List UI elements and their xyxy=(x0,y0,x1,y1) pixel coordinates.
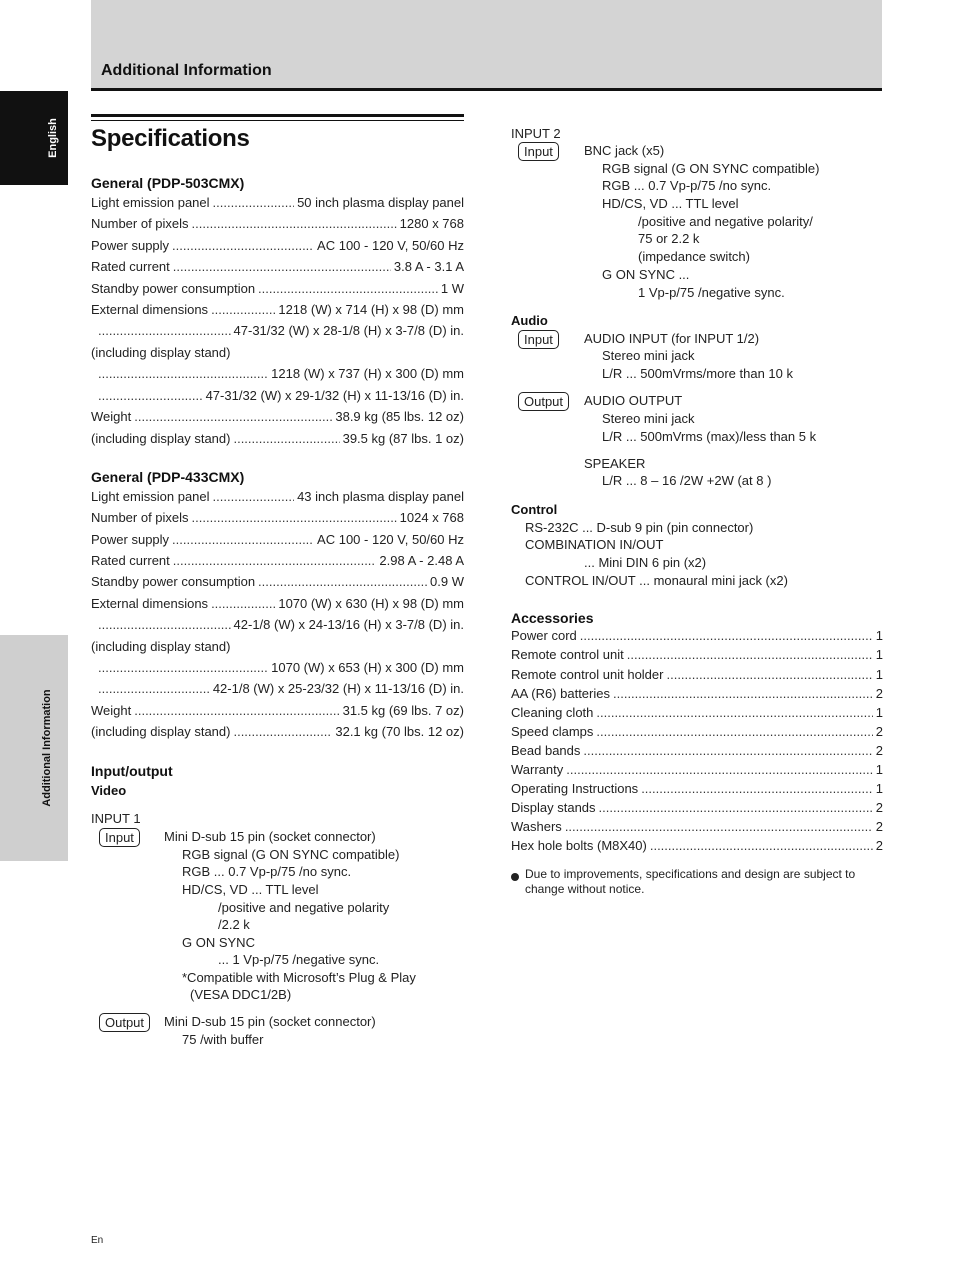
spec-row xyxy=(91,281,464,297)
accessory-label: Power cord xyxy=(511,628,577,643)
input2-line: 75 or 2.2 k xyxy=(638,231,700,246)
spec-row xyxy=(95,660,464,676)
page-title: Specifications xyxy=(91,125,250,152)
audio-input-line: L/R ... 500mVrms/more than 10 k xyxy=(602,366,793,381)
accessory-row xyxy=(511,647,883,663)
general-503-heading: General (PDP-503CMX) xyxy=(91,175,245,191)
spec-row xyxy=(91,431,464,447)
spec-row xyxy=(91,532,464,548)
spec-value: 3.8 A - 3.1 A xyxy=(393,259,464,274)
control-line: COMBINATION IN/OUT xyxy=(525,537,664,552)
spec-row xyxy=(95,388,464,404)
input1-line: *Compatible with Microsoft’s Plug & Play xyxy=(182,970,416,985)
input2-line: (impedance switch) xyxy=(638,249,750,264)
spec-value: 42-1/8 (W) x 24-13/16 (H) x 3-7/8 (D) in. xyxy=(233,617,464,632)
accessory-qty: 1 xyxy=(875,647,883,662)
spec-label: External dimensions xyxy=(91,596,209,611)
accessory-label: Operating Instructions xyxy=(511,781,639,796)
control-heading: Control xyxy=(511,502,558,517)
control-line: RS-232C ... D-sub 9 pin (pin connector) xyxy=(525,520,754,535)
input2-line: 1 Vp-p/75 /negative sync. xyxy=(638,285,785,300)
spec-row xyxy=(95,617,464,633)
spec-value: 42-1/8 (W) x 25-23/32 (H) x 11-13/16 (D) in. xyxy=(212,681,464,696)
accessory-row xyxy=(511,762,883,778)
accessory-label: Washers xyxy=(511,819,562,834)
accessory-qty: 2 xyxy=(875,686,883,701)
output-badge: Output xyxy=(99,1013,150,1032)
audio-input-line: Stereo mini jack xyxy=(602,348,695,363)
spec-row xyxy=(91,259,464,275)
accessory-row xyxy=(511,781,883,797)
spec-value: 1280 x 768 xyxy=(399,216,464,231)
spec-row xyxy=(91,409,464,425)
spec-row xyxy=(91,510,464,526)
input2-line: RGB ... 0.7 Vp-p/75 /no sync. xyxy=(602,178,772,193)
spec-row xyxy=(91,724,464,740)
input2-line: G ON SYNC ... xyxy=(602,267,690,282)
spec-value: AC 100 - 120 V, 50/60 Hz xyxy=(317,532,464,547)
spec-label: (including display stand) xyxy=(91,431,231,446)
spec-value: 1070 (W) x 630 (H) x 98 (D) mm xyxy=(278,596,464,611)
spec-label: (including display stand) xyxy=(91,724,231,739)
spec-label: Weight xyxy=(91,409,132,424)
spec-value: 1070 (W) x 653 (H) x 300 (D) mm xyxy=(271,660,464,675)
spec-value: 2.98 A - 2.48 A xyxy=(379,553,464,568)
accessory-label: Display stands xyxy=(511,800,596,815)
accessory-row xyxy=(511,743,883,759)
accessory-label: Warranty xyxy=(511,762,564,777)
accessory-qty: 1 xyxy=(875,762,883,777)
spec-value: 1218 (W) x 714 (H) x 98 (D) mm xyxy=(278,302,464,317)
spec-value: 0.9 W xyxy=(430,574,464,589)
spec-value: 47-31/32 (W) x 28-1/8 (H) x 3-7/8 (D) in. xyxy=(233,323,464,338)
spec-value: 1218 (W) x 737 (H) x 300 (D) mm xyxy=(271,366,464,381)
accessory-row xyxy=(511,819,883,835)
input1-line: ... 1 Vp-p/75 /negative sync. xyxy=(218,952,380,967)
spec-value: 31.5 kg (69 lbs. 7 oz) xyxy=(342,703,464,718)
audio-output-title: AUDIO OUTPUT xyxy=(584,393,683,408)
spec-note: (including display stand) xyxy=(91,639,231,654)
input2-line: RGB signal (G ON SYNC compatible) xyxy=(602,161,820,176)
control-line: CONTROL IN/OUT ... monaural mini jack (x2) xyxy=(525,573,788,588)
control-line: ... Mini DIN 6 pin (x2) xyxy=(584,555,707,570)
accessories-heading: Accessories xyxy=(511,610,594,626)
input-badge: Input xyxy=(99,828,140,847)
input2-label: INPUT 2 xyxy=(511,126,561,141)
spec-value: 50 inch plasma display panel xyxy=(297,195,464,210)
input1-line: (VESA DDC1/2B) xyxy=(190,987,292,1002)
spec-label: Light emission panel xyxy=(91,489,210,504)
spec-label: Number of pixels xyxy=(91,216,189,231)
spec-row xyxy=(91,302,464,318)
spec-label: Weight xyxy=(91,703,132,718)
spec-label: Standby power consumption xyxy=(91,574,256,589)
spec-note: (including display stand) xyxy=(91,345,231,360)
input1-line: /2.2 k xyxy=(218,917,250,932)
accessory-row xyxy=(511,667,883,683)
spec-value: AC 100 - 120 V, 50/60 Hz xyxy=(317,238,464,253)
accessory-label: Remote control unit holder xyxy=(511,667,664,682)
accessory-label: AA (R6) batteries xyxy=(511,686,610,701)
accessory-label: Speed clamps xyxy=(511,724,594,739)
spec-row xyxy=(91,553,464,569)
accessory-row xyxy=(511,705,883,721)
spec-label: Standby power consumption xyxy=(91,281,256,296)
speaker-line: L/R ... 8 – 16 /2W +2W (at 8 ) xyxy=(602,473,772,488)
output-badge: Output xyxy=(518,392,569,411)
input1-label: INPUT 1 xyxy=(91,811,141,826)
accessory-row xyxy=(511,800,883,816)
spec-row xyxy=(91,703,464,719)
spec-row xyxy=(95,323,464,339)
spec-value: 43 inch plasma display panel xyxy=(297,489,464,504)
input1-line: RGB ... 0.7 Vp-p/75 /no sync. xyxy=(182,864,352,879)
spec-row xyxy=(91,195,464,211)
input2-line: /positive and negative polarity/ xyxy=(638,214,813,229)
accessory-row xyxy=(511,838,883,854)
input1-line: HD/CS, VD ... TTL level xyxy=(182,882,319,897)
input-badge: Input xyxy=(518,330,559,349)
accessory-qty: 2 xyxy=(875,724,883,739)
accessory-label: Hex hole bolts (M8X40) xyxy=(511,838,647,853)
title-rule-thick xyxy=(91,114,464,117)
accessory-label: Bead bands xyxy=(511,743,581,758)
input-output-heading: Input/output xyxy=(91,763,173,779)
page-footer-lang: En xyxy=(91,1235,104,1246)
bullet-icon xyxy=(511,873,519,881)
spec-row xyxy=(91,574,464,590)
video-heading: Video xyxy=(91,783,127,798)
spec-row xyxy=(95,681,464,697)
accessory-qty: 2 xyxy=(875,743,883,758)
spec-value: 1024 x 768 xyxy=(399,510,464,525)
accessory-label: Cleaning cloth xyxy=(511,705,594,720)
accessory-qty: 1 xyxy=(875,628,883,643)
section-tab xyxy=(0,635,68,861)
input-badge: Input xyxy=(518,142,559,161)
input1-line: RGB signal (G ON SYNC compatible) xyxy=(182,847,400,862)
spec-value: 38.9 kg (85 lbs. 12 oz) xyxy=(335,409,464,424)
spec-row xyxy=(91,238,464,254)
spec-label: Rated current xyxy=(91,259,170,274)
input1-connector: Mini D-sub 15 pin (socket connector) xyxy=(164,829,376,844)
general-433-heading: General (PDP-433CMX) xyxy=(91,469,245,485)
accessory-label: Remote control unit xyxy=(511,647,624,662)
output-line: 75 /with buffer xyxy=(182,1032,264,1047)
spec-value: 1 W xyxy=(440,281,464,296)
spec-row xyxy=(91,216,464,232)
spec-row xyxy=(95,366,464,382)
accessory-qty: 2 xyxy=(875,838,883,853)
section-title: Additional Information xyxy=(101,62,272,79)
audio-input-title: AUDIO INPUT (for INPUT 1/2) xyxy=(584,331,760,346)
input2-connector: BNC jack (x5) xyxy=(584,143,665,158)
spec-label: Number of pixels xyxy=(91,510,189,525)
header-rule xyxy=(91,88,882,91)
spec-label: Power supply xyxy=(91,238,170,253)
audio-output-line: L/R ... 500mVrms (max)/less than 5 k xyxy=(602,429,817,444)
spec-label: Power supply xyxy=(91,532,170,547)
spec-label: External dimensions xyxy=(91,302,209,317)
spec-label: Light emission panel xyxy=(91,195,210,210)
accessory-qty: 2 xyxy=(875,819,883,834)
accessory-row xyxy=(511,724,883,740)
speaker-title: SPEAKER xyxy=(584,456,646,471)
input1-line: /positive and negative polarity xyxy=(218,900,390,915)
accessory-qty: 1 xyxy=(875,705,883,720)
audio-heading: Audio xyxy=(511,313,548,328)
spec-label: Rated current xyxy=(91,553,170,568)
specs-note: Due to improvements, specifications and design are subject to change without notice. xyxy=(525,867,856,896)
accessory-row xyxy=(511,628,883,644)
spec-value: 47-31/32 (W) x 29-1/32 (H) x 11-13/16 (D) in. xyxy=(205,388,464,403)
accessory-qty: 1 xyxy=(875,667,883,682)
accessory-qty: 2 xyxy=(875,800,883,815)
spec-row xyxy=(91,489,464,505)
input2-line: HD/CS, VD ... TTL level xyxy=(602,196,739,211)
input1-line: G ON SYNC xyxy=(182,935,255,950)
spec-row xyxy=(91,596,464,612)
spec-value: 32.1 kg (70 lbs. 12 oz) xyxy=(335,724,464,739)
section-tab-label: Additional Information xyxy=(41,689,53,807)
language-tab-label: English xyxy=(47,118,59,158)
spec-value: 39.5 kg (87 lbs. 1 oz) xyxy=(342,431,464,446)
audio-output-line: Stereo mini jack xyxy=(602,411,695,426)
accessory-row xyxy=(511,686,883,702)
accessory-qty: 1 xyxy=(875,781,883,796)
output-connector: Mini D-sub 15 pin (socket connector) xyxy=(164,1014,376,1029)
title-rule-thin xyxy=(91,120,464,121)
